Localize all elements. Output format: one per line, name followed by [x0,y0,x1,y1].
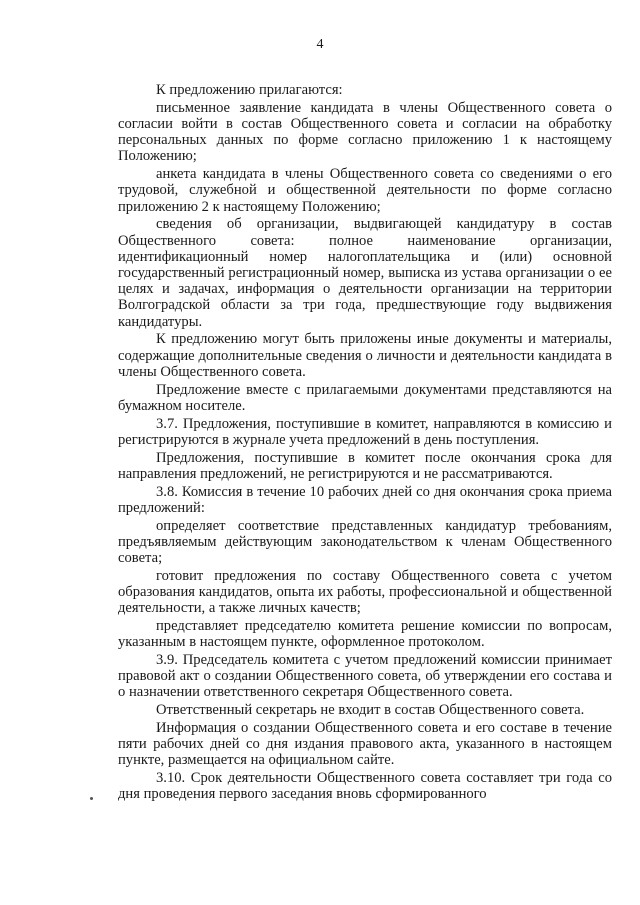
paragraph-secretary-not-member: Ответственный секретарь не входит в состав Общественного совета. [156,702,585,719]
paragraph-publication-info: Информация о создании Общественного совета и его составе в течение пяти рабочих дней со дня издания правового акта, указанного в настоящем пункте, размещается на официальном сайте. [118,720,612,769]
paragraph-clause-3-9: 3.9. Председатель комитета с учетом предложений комиссии принимает правовой акт о создании Общественного совета, об утверждении его состава и о назначении ответственного секретаря Общественного совета. [118,652,612,701]
paragraph-prepares-proposals: готовит предложения по составу Общественного совета с учетом образования кандидатов, опыта их работы, профессиональной и общественной деятельности, а также личных качеств; [118,567,612,617]
paragraph-other-documents: К предложению могут быть приложены иные документы и материалы, содержащие дополнительные сведения о личности и деятельности кандидата в члены Общественного совета. [118,331,612,380]
paragraph-organization-info: сведения об организации, выдвигающей кандидатуру в состав Общественного совета: полное наименование организации, идентификационный номер налогоплательщика и (или) основной государственный регистрационный номер, выписка из устава организации о ее целях и задачах, информация о деятельности организации на территории Волгоградской области за три года, предшествующие году выдвижения кандидатуры. [118,216,612,330]
paragraph-clause-3-8: 3.8. Комиссия в течение 10 рабочих дней со дня окончания срока приема предложений: [118,483,612,516]
paragraph-paper-submission: Предложение вместе с прилагаемыми документами представляются на бумажном носителе. [118,381,612,414]
paragraph-clause-3-7: 3.7. Предложения, поступившие в комитет, направляются в комиссию и регистрируются в журнале учета предложений в день поступления. [118,415,612,448]
paragraph-clause-3-10: 3.10. Срок деятельности Общественного совета составляет три года со дня проведения первого заседания вновь сформированного [118,770,612,803]
paragraph-determines-compliance: определяет соответствие представленных кандидатур требованиям, предъявляемым действующим законодательством к членам Общественного совета; [118,517,612,567]
paragraph-late-proposals: Предложения, поступившие в комитет после окончания срока для направления предложений, не регистрируются и не рассматриваются. [118,449,612,482]
paragraph-candidate-questionnaire: анкета кандидата в члены Общественного совета со сведениями о его трудовой, служебной и общественной деятельности по форме согласно приложению 2 к настоящему Положению; [118,166,612,215]
paragraph-written-application: письменное заявление кандидата в члены Общественного совета о согласии войти в состав Общественного совета и согласии на обработку персональных данных по форме согласно приложению 1 к настоящему Положению; [118,99,612,165]
paragraph-submits-decision: представляет председателю комитета решение комиссии по вопросам, указанным в настоящем пункте, оформленное протоколом. [118,618,612,651]
document-body [118,82,612,804]
page-number: 4 [316,37,324,52]
scan-speck [90,797,93,800]
paragraph-attachments-intro: К предложению прилагаются: [156,82,343,98]
